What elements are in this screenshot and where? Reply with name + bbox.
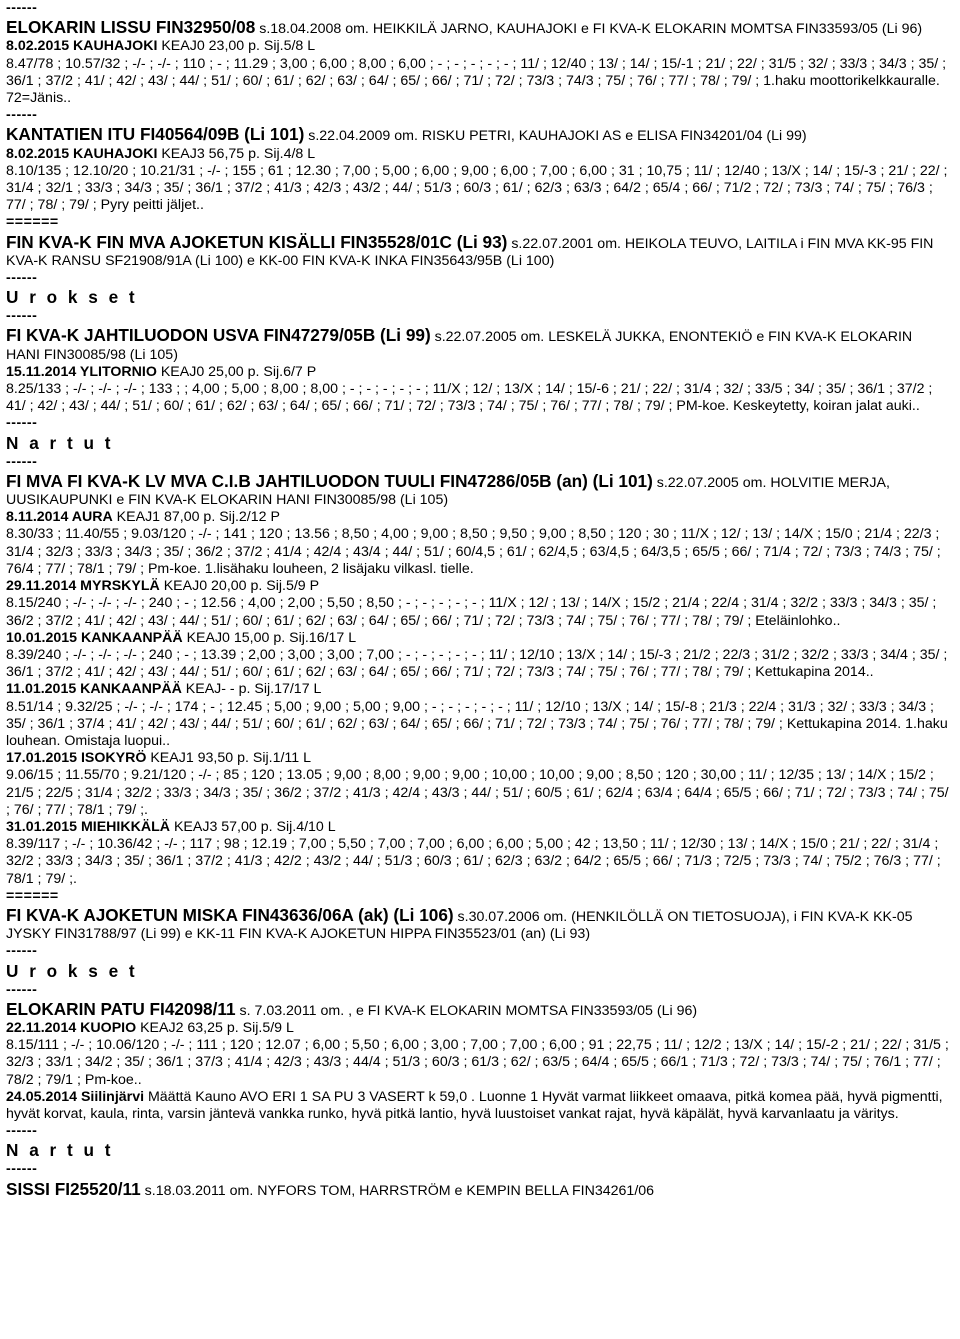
- event-heading: 17.01.2015 ISOKYRÖ: [6, 750, 147, 767]
- text-paragraph: [6, 681, 950, 698]
- text-paragraph: [6, 1037, 950, 1089]
- separator: ======: [6, 214, 59, 231]
- text-paragraph: [6, 999, 950, 1020]
- text-paragraph: [6, 163, 950, 215]
- text-run: KEAJ2 63,25 p. Sij.5/9 L: [136, 1019, 294, 1036]
- text-run: KEAJ1 93,50 p. Sij.1/11 L: [146, 750, 311, 767]
- text-run: s.22.04.2009 om. RISKU PETRI, KAUHAJOKI AS e ELISA FIN34201/04 (Li 99): [304, 128, 807, 145]
- event-heading: 31.01.2015 MIEHIKKÄLÄ: [6, 818, 171, 835]
- section-heading: N a r t u t: [6, 1140, 114, 1161]
- text-paragraph: [6, 819, 950, 836]
- text-run: KEAJ1 87,00 p. Sij.2/12 P: [112, 509, 280, 526]
- text-paragraph: [6, 836, 950, 888]
- separator: ------: [6, 415, 38, 432]
- text-paragraph: [6, 1020, 950, 1037]
- text-paragraph: [6, 325, 950, 363]
- text-paragraph: [6, 124, 950, 145]
- separator: ------: [6, 981, 38, 998]
- text-run: 8.10/135 ; 12.10/20 ; 10.21/31 ; -/- ; 155 ; 61 ; 12.30 ; 7,00 ; 5,00 ; 6,00 ; 9,00 ; 6,00 ; 7,00 ; 6,00 ; 31 ; 10,75 ; 11/ ; 12/40 ; 13/X ; 14/ ; 15/-3 ; 21/ ; 22/ ; 31/4 ; 32/1 ; 33/3 ; 34/3 ; 35/ ; 36/1 ; 37/2 ; 41/3 ; 42/3 ; 43/2 ; 44/ ; 51/3 ; 60/3 ; 61/ ; 62/3 ; 63/3 ; 64/2 ; 65/4 ; 66/ ; 71/2 ; 72/ ; 73/3 ; 74/ ; 75/ ; 76/3 ; 77/ ; 78/ ; 79/ ; Pyry peitti jäljet..: [6, 162, 948, 214]
- text-run: KEAJ3 57,00 p. Sij.4/10 L: [170, 818, 336, 835]
- text-paragraph: [6, 630, 950, 647]
- separator: ------: [6, 270, 38, 287]
- text-paragraph: [6, 1089, 950, 1123]
- text-paragraph: [6, 767, 950, 819]
- text-paragraph: [6, 56, 950, 108]
- text-run: s. 7.03.2011 om. , e FI KVA-K ELOKARIN MOMTSA FIN33593/05 (Li 96): [235, 1002, 698, 1019]
- text-run: Määttä Kauno AVO ERI 1 SA PU 3 VASERT k 59,0 . Luonne 1 Hyvät varmat liikkeet omaava, pitkä komea pää, hyvä pigmentti, hyvät korvat, kaula, rinta, varsin jäntevä vankka runko, hyvä pitkä lantio, hyvä luustoiset vankat rajat, hyvä käpälät, hyvä karvanlaatu ja väritys.: [6, 1088, 943, 1122]
- separator: ------: [6, 0, 38, 16]
- text-paragraph: [6, 750, 950, 767]
- text-paragraph: [6, 381, 950, 415]
- separator: ======: [6, 887, 59, 904]
- event-heading: 24.05.2014 Siilinjärvi: [6, 1088, 145, 1105]
- text-run: s.22.07.2005 om. LESKELÄ JUKKA, ENONTEKIÖ e FIN KVA-K ELOKARIN HANI FIN30085/98 (Li 105): [6, 329, 913, 363]
- separator: ------: [6, 453, 38, 470]
- text-run: KEAJ- - p. Sij.17/17 L: [181, 681, 322, 698]
- text-run: 8.39/117 ; -/- ; 10.36/42 ; -/- ; 117 ; 98 ; 12.19 ; 7,00 ; 5,50 ; 7,00 ; 7,00 ; 6,00 ; 6,00 ; 5,00 ; 42 ; 13,50 ; 11/ ; 12/30 ; 13/ ; 14/X ; 15/0 ; 21/ ; 22/ ; 31/4 ; 32/2 ; 33/3 ; 34/3 ; 35/ ; 36/1 ; 37/2 ; 41/3 ; 42/2 ; 43/2 ; 44/ ; 51/3 ; 60/3 ; 61/ ; 62/3 ; 63/2 ; 64/2 ; 65/5 ; 66/ ; 71/3 ; 72/5 ; 73/3 ; 74/ ; 75/2 ; 76/3 ; 77/ ; 78/1 ; 79/ ;.: [6, 836, 941, 887]
- event-heading: 8.02.2015 KAUHAJOKI: [6, 38, 158, 55]
- event-heading: 8.11.2014 AURA: [6, 509, 113, 526]
- text-paragraph: [6, 905, 950, 943]
- text-run: s.22.07.2001 om. HEIKOLA TEUVO, LAITILA i FIN MVA KK-95 FIN KVA-K RANSU SF21908/91A (Li 100) e KK-00 FIN KVA-K INKA FIN35643/95B (Li 100): [6, 235, 934, 269]
- text-paragraph: [6, 595, 950, 629]
- text-run: 8.15/111 ; -/- ; 10.06/120 ; -/- ; 111 ; 120 ; 12.07 ; 6,00 ; 5,50 ; 6,00 ; 3,00 ; 7,00 ; 7,00 ; 6,00 ; 91 ; 22,75 ; 11/ ; 12/2 ; 13/X ; 14/ ; 15/-2 ; 21/ ; 22/ ; 31/5 ; 32/3 ; 33/1 ; 34/2 ; 35/ ; 36/1 ; 37/3 ; 41/4 ; 42/3 ; 43/3 ; 44/4 ; 51/3 ; 60/3 ; 61/3 ; 62/ ; 63/5 ; 64/4 ; 65/5 ; 66/1 ; 71/3 ; 72/ ; 73/3 ; 74/ ; 75/ ; 76/1 ; 77/ ; 78/2 ; 79/1 ; Pm-koe..: [6, 1037, 949, 1088]
- section-heading: N a r t u t: [6, 432, 114, 453]
- text-run: 8.30/33 ; 11.40/55 ; 9.03/120 ; -/- ; 141 ; 120 ; 13.56 ; 8,50 ; 4,00 ; 9,00 ; 8,50 ; 9,50 ; 9,00 ; 8,50 ; 120 ; 30 ; 11/X ; 12/ ; 13/ ; 14/X ; 15/0 ; 21/4 ; 22/3 ; 31/4 ; 32/3 ; 33/3 ; 34/3 ; 35/ ; 36/2 ; 37/2 ; 41/4 ; 42/4 ; 43/4 ; 44/ ; 51/ ; 60/4,5 ; 61/ ; 62/4,5 ; 63/4,5 ; 64/3,5 ; 65/5 ; 66/ ; 71/4 ; 72/ ; 73/3 ; 74/3 ; 75/ ; 76/4 ; 77/ ; 78/1 ; 79/ ; Pm-koe. 1.lisähaku louheen, 2 lisäjaku vilkasl. tielle.: [6, 526, 941, 577]
- separator: ------: [6, 308, 38, 325]
- text-run: 8.47/78 ; 10.57/32 ; -/- ; -/- ; 110 ; - ; 11.29 ; 3,00 ; 6,00 ; 8,00 ; 6,00 ; - ; - ; - ; - ; - ; 11/ ; 12/40 ; 13/ ; 14/ ; 15/-1 ; 21/ ; 22/ ; 31/5 ; 32/ ; 33/3 ; 34/3 ; 35/ ; 36/1 ; 37/2 ; 41/ ; 42/ ; 43/ ; 44/ ; 51/ ; 60/ ; 61/ ; 62/ ; 63/ ; 64/ ; 65/ ; 66/ ; 71/ ; 72/ ; 73/3 ; 74/3 ; 75/ ; 76/ ; 77/ ; 78/ ; 79/ ; 1.haku moottorikelkkauralle. 72=Jänis..: [6, 55, 947, 107]
- separator: ------: [6, 1161, 38, 1178]
- text-paragraph: [6, 471, 950, 509]
- text-paragraph: [6, 17, 950, 38]
- text-paragraph: [6, 647, 950, 681]
- dog-name: ELOKARIN LISSU FIN32950/08: [6, 17, 256, 38]
- event-heading: 8.02.2015 KAUHAJOKI: [6, 145, 158, 162]
- text-run: 8.39/240 ; -/- ; -/- ; -/- ; 240 ; - ; 13.39 ; 2,00 ; 3,00 ; 3,00 ; 7,00 ; - ; - ; - ; - ; - ; 11/ ; 12/10 ; 13/X ; 14/ ; 15/-3 ; 21/2 ; 22/3 ; 31/2 ; 32/2 ; 33/3 ; 34/4 ; 35/ ; 36/1 ; 37/2 ; 41/ ; 42/ ; 43/ ; 44/ ; 51/ ; 60/ ; 61/ ; 62/ ; 63/ ; 64/ ; 65/ ; 66/ ; 71/ ; 72/ ; 73/3 ; 74/ ; 75/ ; 76/ ; 77/ ; 78/ ; 79/ ; Kettukapina 2014..: [6, 646, 948, 681]
- separator: ------: [6, 943, 38, 960]
- dog-name: FI KVA-K AJOKETUN MISKA FIN43636/06A (ak) (Li 106): [6, 904, 454, 925]
- text-run: s.18.04.2008 om. HEIKKILÄ JARNO, KAUHAJOKI e FI KVA-K ELOKARIN MOMTSA FIN33593/05 (Li 96): [255, 21, 923, 38]
- dog-name: FI KVA-K JAHTILUODON USVA FIN47279/05B (Li 99): [6, 325, 431, 346]
- text-run: KEAJ0 25,00 p. Sij.6/7 P: [156, 363, 317, 380]
- separator: ------: [6, 1123, 38, 1140]
- event-heading: 15.11.2014 YLITORNIO: [6, 363, 157, 380]
- text-run: KEAJ0 15,00 p. Sij.16/17 L: [182, 629, 357, 646]
- separator: ------: [6, 107, 38, 124]
- text-run: 8.51/14 ; 9.32/25 ; -/- ; -/- ; 174 ; - ; 12.45 ; 5,00 ; 9,00 ; 5,00 ; 9,00 ; - ; - ; - ; - ; - ; 11/ ; 12/10 ; 13/X ; 14/ ; 15/-8 ; 21/3 ; 22/4 ; 31/3 ; 32/ ; 33/3 ; 34/3 ; 35/ ; 36/1 ; 37/4 ; 41/ ; 42/ ; 43/ ; 44/ ; 51/ ; 60/ ; 61/ ; 62/ ; 63/ ; 64/ ; 65/ ; 66/ ; 71/ ; 72/ ; 73/3 ; 74/ ; 75/ ; 76/ ; 77/ ; 78/ ; 79/ ; Kettukapina 2014. 1.haku louhean. Omistaja luopui..: [6, 698, 948, 749]
- event-heading: 22.11.2014 KUOPIO: [6, 1019, 137, 1036]
- text-run: 8.15/240 ; -/- ; -/- ; -/- ; 240 ; - ; 12.56 ; 4,00 ; 2,00 ; 5,50 ; 8,50 ; - ; - ; - ; - ; - ; 11/X ; 12/ ; 13/ ; 14/X ; 15/2 ; 21/4 ; 22/4 ; 31/4 ; 32/2 ; 33/3 ; 34/3 ; 35/ ; 36/2 ; 37/2 ; 41/ ; 42/ ; 43/ ; 44/ ; 51/ ; 60/ ; 61/ ; 62/ ; 63/ ; 64/ ; 65/ ; 66/ ; 71/ ; 72/ ; 73/3 ; 74/ ; 75/ ; 76/ ; 77/ ; 78/ ; 79/ ; Eteläinlohko..: [6, 595, 937, 629]
- text-paragraph: [6, 526, 950, 578]
- text-paragraph: [6, 1179, 950, 1200]
- text-run: KEAJ3 56,75 p. Sij.4/8 L: [157, 145, 316, 162]
- text-paragraph: [6, 364, 950, 381]
- dog-name: ELOKARIN PATU FI42098/11: [6, 998, 236, 1019]
- dog-name: FI MVA FI KVA-K LV MVA C.I.B JAHTILUODON TUULI FIN47286/05B (an) (Li 101): [6, 470, 653, 491]
- text-run: s.30.07.2006 om. (HENKILÖLLÄ ON TIETOSUOJA), i FIN KVA-K KK-05 JYSKY FIN31788/97 (Li 99) e KK-11 FIN KVA-K AJOKETUN HIPPA FIN35523/01 (an) (Li 93): [6, 908, 913, 943]
- event-heading: 29.11.2014 MYRSKYLÄ: [6, 578, 160, 595]
- section-heading: U r o k s e t: [6, 287, 138, 308]
- text-run: KEAJ0 20,00 p. Sij.5/9 P: [159, 578, 320, 595]
- text-paragraph: [6, 699, 950, 751]
- text-run: KEAJ0 23,00 p. Sij.5/8 L: [157, 38, 316, 55]
- dog-name: SISSI FI25520/11: [6, 1178, 141, 1199]
- text-paragraph: [6, 38, 950, 55]
- section-heading: U r o k s e t: [6, 960, 138, 981]
- text-paragraph: [6, 232, 950, 270]
- event-heading: 10.01.2015 KANKAANPÄÄ: [6, 629, 183, 646]
- text-run: 9.06/15 ; 11.55/70 ; 9.21/120 ; -/- ; 85 ; 120 ; 13.05 ; 9,00 ; 8,00 ; 9,00 ; 9,00 ; 10,00 ; 10,00 ; 9,00 ; 8,50 ; 120 ; 30,00 ; 11/ ; 12/35 ; 13/ ; 14/X ; 15/2 ; 21/5 ; 22/5 ; 31/4 ; 32/2 ; 33/3 ; 34/3 ; 35/ ; 36/2 ; 37/2 ; 41/3 ; 42/4 ; 43/3 ; 44/ ; 51/ ; 60/5 ; 61/ ; 62/4 ; 63/4 ; 64/4 ; 65/5 ; 66/ ; 71/ ; 72/ ; 73/3 ; 74/ ; 75/ ; 76/ ; 77/ ; 78/1 ; 79/ ;.: [6, 767, 949, 818]
- dog-name: KANTATIEN ITU FI40564/09B (Li 101): [6, 124, 305, 145]
- text-run: s.22.07.2005 om. HOLVITIE MERJA, UUSIKAUPUNKI e FIN KVA-K ELOKARIN HANI FIN30085/98 (Li 105): [6, 474, 890, 509]
- text-paragraph: [6, 509, 950, 526]
- text-run: s.18.03.2011 om. NYFORS TOM, HARRSTRÖM e KEMPIN BELLA FIN34261/06: [140, 1182, 655, 1199]
- text-paragraph: [6, 578, 950, 595]
- dog-name: FIN KVA-K FIN MVA AJOKETUN KISÄLLI FIN35528/01C (Li 93): [6, 231, 508, 252]
- text-paragraph: [6, 146, 950, 163]
- event-heading: 11.01.2015 KANKAANPÄÄ: [6, 681, 182, 698]
- text-run: 8.25/133 ; -/- ; -/- ; -/- ; 133 ; ; 4,00 ; 5,00 ; 8,00 ; 8,00 ; - ; - ; - ; - ; - ; 11/X ; 12/ ; 13/X ; 14/ ; 15/-6 ; 21/ ; 22/ ; 31/4 ; 32/ ; 33/5 ; 34/ ; 35/ ; 36/1 ; 37/2 ; 41/ ; 42/ ; 43/ ; 44/ ; 51/ ; 60/ ; 61/ ; 62/ ; 63/ ; 64/ ; 65/ ; 66/ ; 71/ ; 72/ ; 73/3 ; 74/ ; 75/ ; 76/ ; 77/ ; 78/ ; 79/ ; PM-koe. Keskeytetty, koiran jalat auki..: [6, 381, 933, 415]
